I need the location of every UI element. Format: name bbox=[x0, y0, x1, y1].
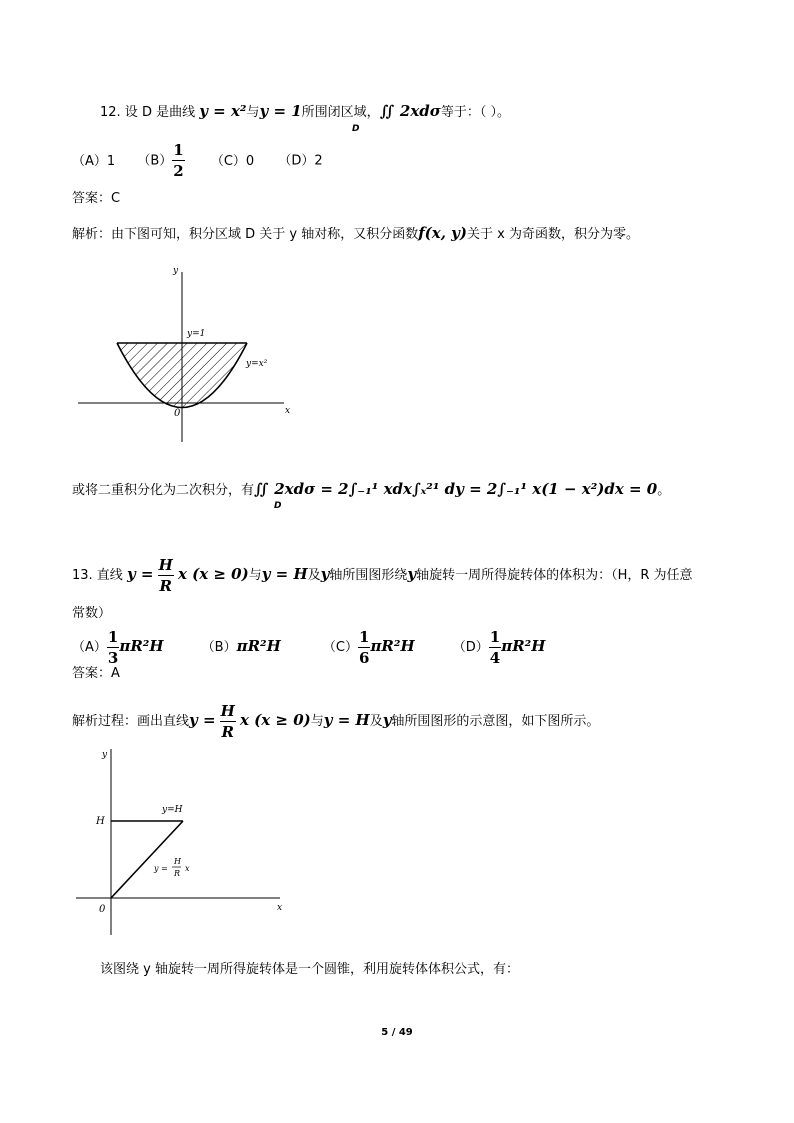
q13-analysis-frac-den: R bbox=[221, 722, 234, 741]
q13-option-a-den: 3 bbox=[107, 648, 119, 667]
q13-option-c-fraction bbox=[358, 627, 370, 667]
q12-curve-label: y=x² bbox=[246, 359, 268, 369]
q13-y-label: y bbox=[102, 750, 108, 760]
q12-analysis-func: f(x, y) bbox=[418, 224, 467, 242]
q12-stem-post: 等于：（ ）。 bbox=[440, 105, 510, 120]
q13-option-d-tail: πR²H bbox=[501, 637, 546, 655]
q13-option-a-label: （A） bbox=[72, 640, 107, 655]
q12-alt-pre: 或将二重积分化为二次积分，有 bbox=[72, 483, 255, 498]
q13-y-axis-2: y bbox=[407, 565, 417, 583]
q13-slope-var: x bbox=[185, 864, 190, 873]
q12-option-c: （C）0 bbox=[210, 153, 255, 169]
q12-analysis-post: 关于 x 为奇函数，积分为零。 bbox=[466, 227, 639, 242]
q13-analysis-end: 轴所围图形的示意图，如下图所示。 bbox=[391, 714, 600, 729]
q13-stem-and: 与 bbox=[248, 568, 262, 583]
q13-analysis-frac-num: H bbox=[220, 701, 235, 720]
q13-option-c-label: （C） bbox=[322, 640, 358, 655]
q13-analysis-pre: 解析过程：画出直线 bbox=[72, 714, 190, 729]
q12-option-b-fraction bbox=[172, 143, 184, 179]
q12-line-eq: y = 1 bbox=[259, 102, 302, 120]
q13-analysis-fraction bbox=[220, 701, 236, 741]
q13-analysis-post: 与 bbox=[310, 714, 324, 729]
q12-integral-domain: D bbox=[352, 124, 360, 134]
q13-top-label: y=H bbox=[162, 805, 183, 815]
q12-integral: ∬ 2xdσ bbox=[379, 102, 441, 120]
q12-alt bbox=[72, 478, 670, 502]
q13-stem-pre: 13. 直线 bbox=[72, 568, 123, 583]
q12-curve-eq: y = x² bbox=[199, 102, 247, 120]
q13-origin-label: 0 bbox=[99, 904, 106, 915]
q13-option-d-fraction bbox=[489, 627, 501, 667]
q13-option-d-den: 4 bbox=[489, 648, 501, 667]
q13-option-c-den: 6 bbox=[359, 648, 370, 667]
q12-option-b-label: （B） bbox=[137, 153, 173, 169]
q13-analysis-line-x: x (x ≥ 0) bbox=[240, 711, 311, 729]
q13-analysis-line-y: y = bbox=[189, 711, 216, 729]
q12-x-label: x bbox=[285, 406, 291, 416]
q13-slope-label-pre: y = bbox=[154, 864, 168, 873]
q13-answer: 答案：A bbox=[72, 666, 120, 681]
q13-option-b-label: （B） bbox=[201, 640, 237, 655]
q12-alt-post: 。 bbox=[657, 483, 671, 498]
q13-stem-frac-num: H bbox=[158, 555, 173, 574]
q13-x-label: x bbox=[277, 903, 283, 913]
q12-alt-domain: D bbox=[274, 501, 282, 511]
q13-stem-post: 轴旋转一周所得旋转体的体积为：（H，R 为任意 bbox=[416, 568, 693, 583]
q13-slope-line bbox=[111, 821, 183, 898]
page-number: 5 / 49 bbox=[381, 1027, 413, 1038]
q13-h-tick: H bbox=[96, 816, 105, 827]
q13-line-x: x (x ≥ 0) bbox=[177, 565, 249, 583]
q13-option-b-tail: πR²H bbox=[236, 637, 281, 655]
q13-stem-line2: 常数） bbox=[72, 606, 112, 621]
q13-stem-fraction bbox=[158, 555, 174, 595]
q13-option-d-num: 1 bbox=[489, 627, 501, 646]
q12-origin-label: 0 bbox=[174, 408, 181, 419]
q12-figure bbox=[70, 262, 310, 448]
q13-option-c-tail: πR²H bbox=[370, 637, 415, 655]
q13-stem-ji: 及 bbox=[307, 568, 321, 583]
q13-figure bbox=[70, 745, 290, 937]
q12-alt-formula: ∬ 2xdσ = 2∫₋₁¹ xdx∫ₓ²¹ dy = 2∫₋₁¹ x(1 − x²)dx = 0 bbox=[254, 480, 658, 498]
q12-analysis bbox=[72, 222, 639, 246]
q12-stem bbox=[100, 100, 510, 124]
q13-option-d-label: （D） bbox=[452, 640, 489, 655]
q13-slope-den: R bbox=[174, 869, 181, 878]
q13-stem-mid: 轴所围图形绕 bbox=[329, 568, 408, 583]
q13-analysis-ji: 及 bbox=[369, 714, 383, 729]
q12-options bbox=[72, 143, 323, 179]
q13-stem bbox=[72, 555, 693, 593]
q13-analysis bbox=[72, 701, 599, 739]
q12-stem-and: 与 bbox=[246, 105, 260, 120]
q13-option-a-fraction bbox=[107, 627, 119, 667]
q12-option-b-den: 2 bbox=[173, 162, 184, 180]
q13-line2: y = H bbox=[261, 565, 308, 583]
q12-stem-pre: 12. 设 D 是曲线 bbox=[100, 105, 196, 120]
q13-option-a-tail: πR²H bbox=[119, 637, 164, 655]
q12-analysis-pre: 解析：由下图可知，积分区域 D 关于 y 轴对称，又积分函数 bbox=[72, 227, 419, 242]
q13-option-c-num: 1 bbox=[359, 627, 370, 646]
q12-line-label: y=1 bbox=[187, 329, 206, 339]
q13-option-a-num: 1 bbox=[107, 627, 119, 646]
q13-analysis-y: y bbox=[382, 711, 392, 729]
q12-option-a: （A）1 bbox=[72, 153, 116, 169]
q13-y-axis: y bbox=[320, 565, 330, 583]
q12-answer: 答案：C bbox=[72, 191, 121, 206]
q12-option-d: （D）2 bbox=[278, 153, 323, 169]
q13-slope-num: H bbox=[174, 857, 181, 866]
q13-analysis-line2: y = H bbox=[323, 711, 370, 729]
q12-y-label: y bbox=[173, 266, 179, 276]
q13-stem-frac-den: R bbox=[159, 576, 172, 595]
q12-stem-mid: 所围闭区域， bbox=[301, 105, 380, 120]
q12-option-b-num: 1 bbox=[173, 141, 184, 159]
q13-line-y: y = bbox=[126, 565, 154, 583]
q13-conclusion: 该图绕 y 轴旋转一周所得旋转体是一个圆锥，利用旋转体体积公式，有： bbox=[100, 962, 519, 977]
q13-options bbox=[72, 627, 546, 667]
